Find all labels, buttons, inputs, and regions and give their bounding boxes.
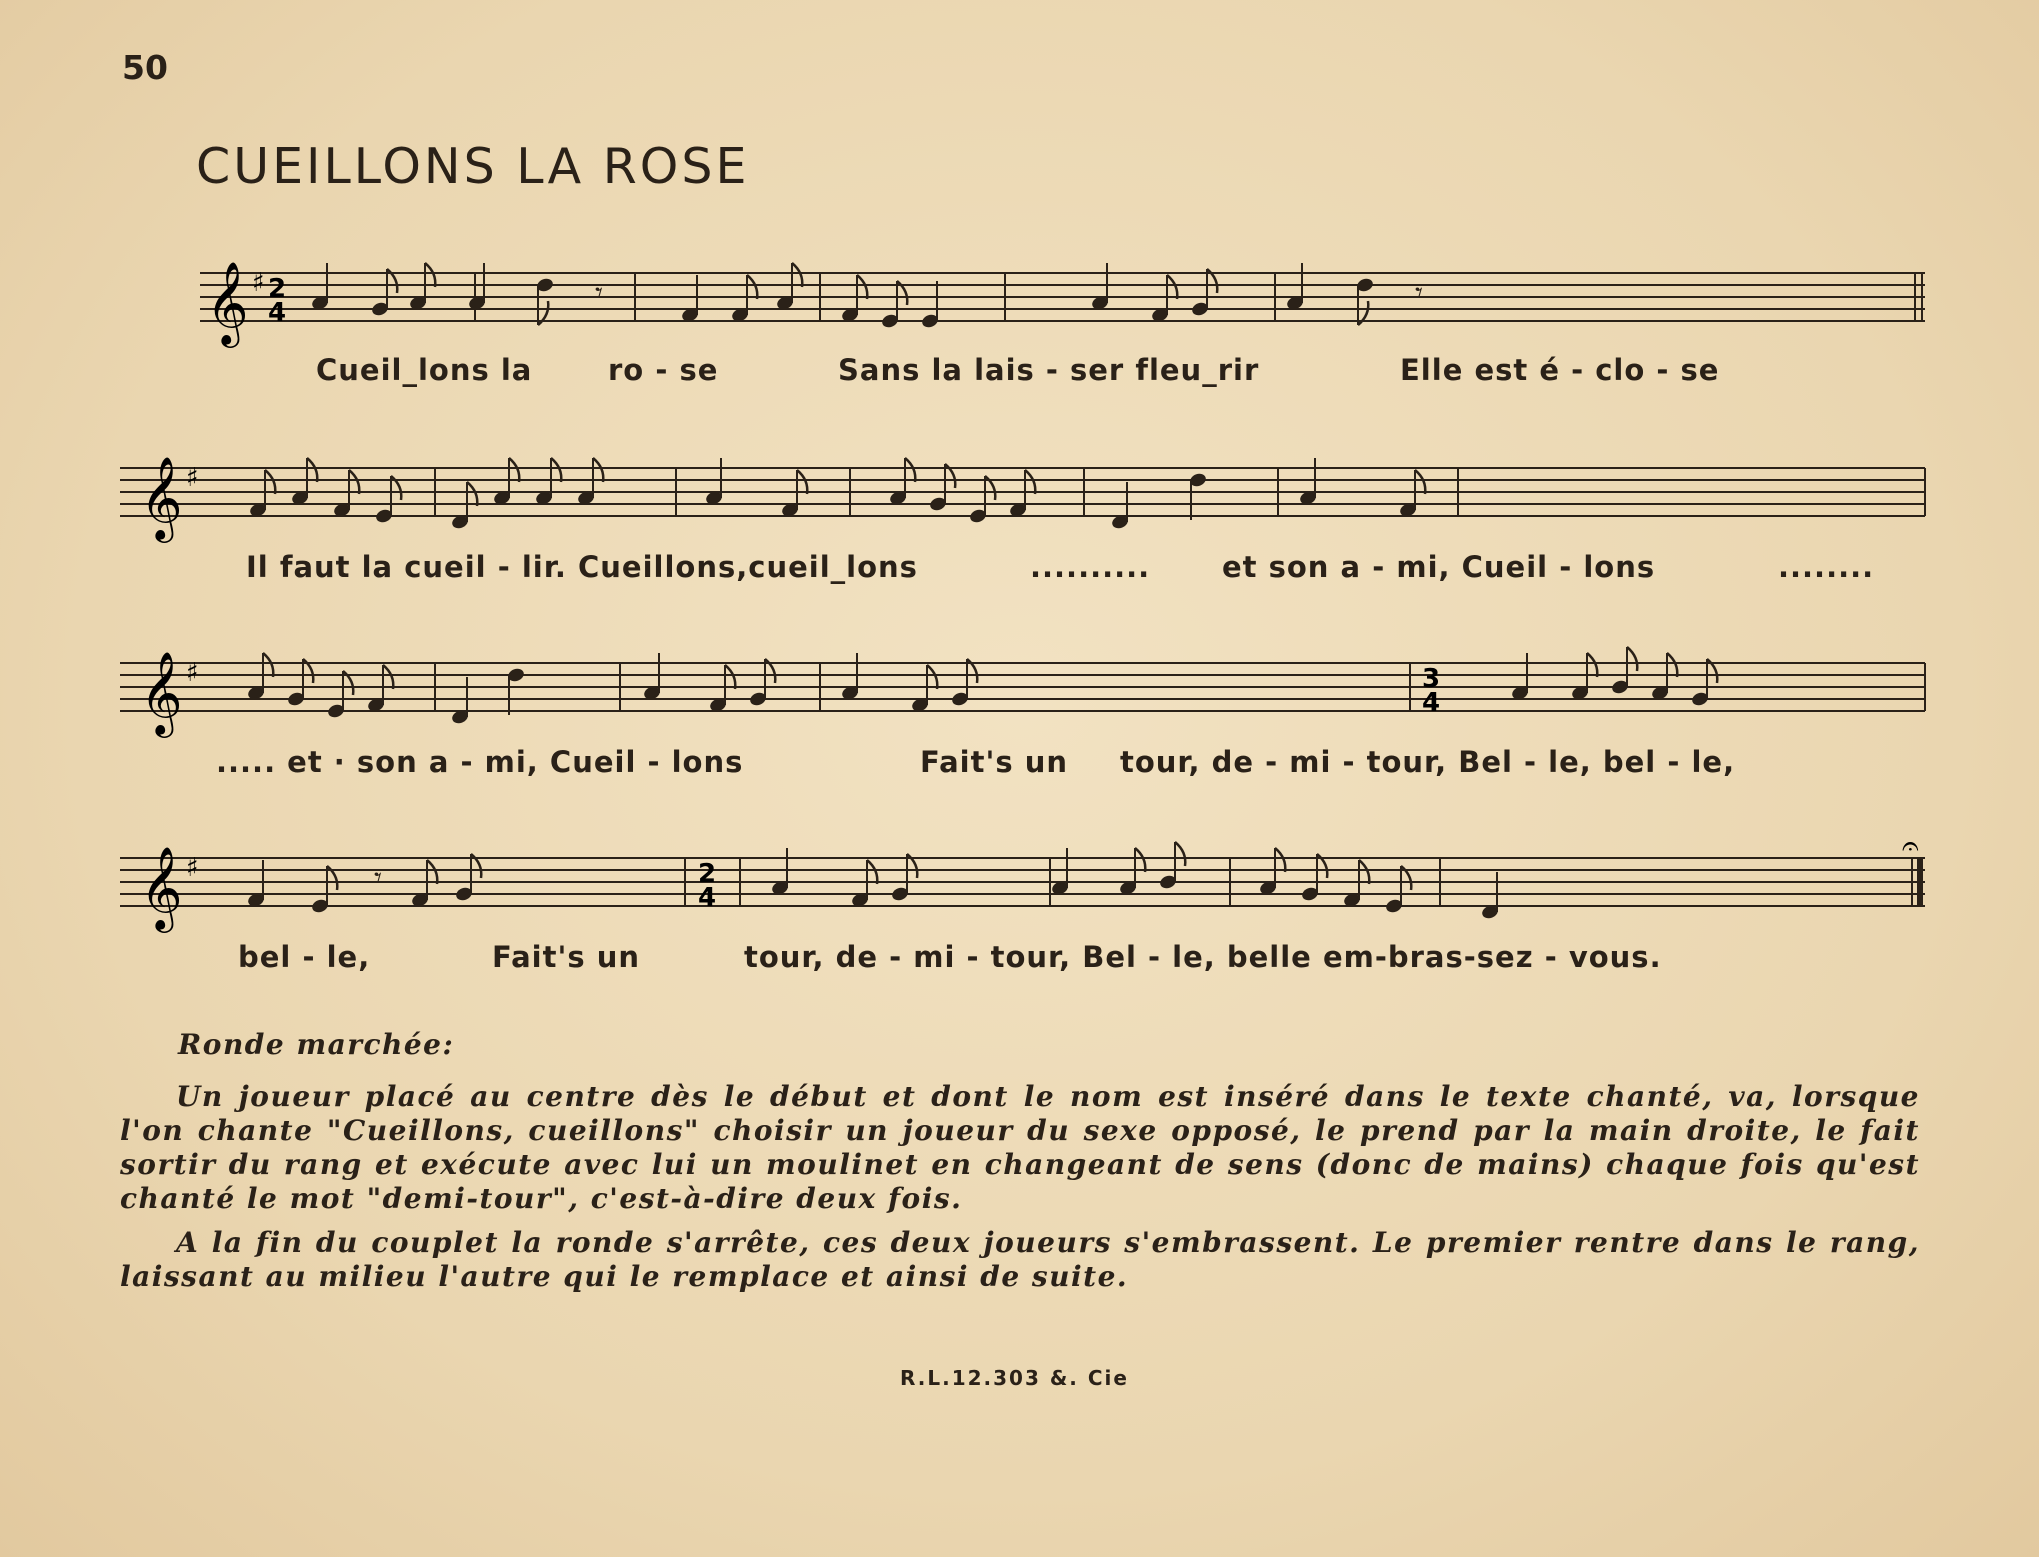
lyric: Cueil_lons la [316,353,533,387]
sharp-icon: ♯ [186,658,199,688]
publisher-reference: R.L.12.303 &. Cie [900,1366,1129,1390]
note-flag [927,665,937,689]
page-number: 50 [122,48,168,87]
note-flag [1167,275,1177,299]
instructions-paragraph-2: A la fin du couplet la ronde s'arrête, ces deux joueurs s'embrassent. Le premier rentre dans le rang, laissant au milieu l'autre qui le remplace et ainsi de suite. [120,1226,1920,1293]
note-flag [593,458,603,482]
eighth-rest-icon: 𝄾 [374,861,382,896]
lyric: ..... et · son a - mi, Cueil - lons [216,745,744,779]
music-system-1 [200,245,1925,387]
time-signature-bottom: 4 [268,298,287,328]
game-instructions [120,1028,1920,1304]
note-flag [551,458,561,482]
instructions-heading: Ronde marchée: [178,1028,455,1061]
note-flag [797,470,807,494]
note-flag [1587,653,1597,677]
note-flag [1667,653,1677,677]
note-flag [1175,842,1185,866]
lyrics-line-4 [120,940,1930,980]
sharp-icon: ♯ [186,853,199,883]
lyrics-line-3 [120,745,1930,785]
treble-clef-icon: 𝄞 [140,845,183,929]
eighth-rest-icon: 𝄾 [1415,276,1423,311]
lyric: ........ [1778,550,1875,584]
treble-clef-icon: 𝄞 [140,650,183,734]
note-flag [1275,848,1285,872]
note-flag [265,470,275,494]
note-flag [905,458,915,482]
note-flag [467,482,477,506]
lyric: tour, de - mi - tour, Bel - le, bel - le, [1120,745,1736,779]
staff-2 [120,440,1925,550]
time-signature-bottom: 4 [1422,688,1441,718]
lyric: .......... [1030,550,1151,584]
note-flag [792,263,802,287]
lyric: et son a - mi, Cueil - lons [1222,550,1656,584]
note-flag [1415,470,1425,494]
music-system-3 [120,635,1930,779]
lyric: Elle est é - clo - se [1400,353,1720,387]
lyric: tour, de - mi - tour, Bel - le, belle em-bras-sez - vous. [744,940,1662,974]
note-flag [857,275,867,299]
lyric: Il faut la cueil - lir. Cueillons,cueil_lons [246,550,918,584]
sharp-icon: ♯ [252,268,265,298]
time-signature-top: 2 [268,274,287,304]
note-flag [1359,860,1369,884]
sharp-icon: ♯ [186,463,199,493]
music-system-2 [120,440,1930,584]
note-flag [349,470,359,494]
lyric: ro - se [608,353,719,387]
lyrics-line-1 [200,353,2010,393]
staff-3 [120,635,1925,745]
instructions-paragraph-1: Un joueur placé au centre dès le début et dont le nom est inséré dans le texte chanté, va, lorsque l'on chante "Cueillons, cueillons" choisir un joueur du sexe opposé, le prend par la main droite, le fait sortir du rang et exécute avec lui un moulinet en changeant de sens (donc de mains) chaque fois qu'est chanté le mot "demi-tour", c'est-à-dire deux fois. [120,1080,1920,1215]
note-flag [427,860,437,884]
lyrics-line-2 [120,550,1930,590]
note-flag [867,860,877,884]
treble-clef-icon: 𝄞 [140,455,183,539]
music-system-4 [120,829,1930,974]
song-title: CUEILLONS LA ROSE [196,138,750,195]
fermata-icon: 𝄐 [1902,829,1919,864]
note-flag [1025,470,1035,494]
staff-1 [200,245,1925,355]
note-flag [307,458,317,482]
lyric: Sans la lais - ser fleu_rir [838,353,1260,387]
time-signature-top: 3 [1422,664,1441,694]
time-signature-top: 2 [698,859,717,889]
lyric: Fait's un [920,745,1069,779]
lyric: Fait's un [492,940,641,974]
staff-4 [120,830,1925,940]
treble-clef-icon: 𝄞 [206,260,249,344]
lyric: bel - le, [238,940,371,974]
eighth-rest-icon: 𝄾 [595,276,603,311]
note-flag [1135,848,1145,872]
note-flag [1627,647,1637,671]
time-signature-bottom: 4 [698,883,717,913]
note-flag [263,653,273,677]
note-flag [725,665,735,689]
note-flag [383,665,393,689]
note-flag [509,458,519,482]
note-flag [747,275,757,299]
note-flag [425,263,435,287]
